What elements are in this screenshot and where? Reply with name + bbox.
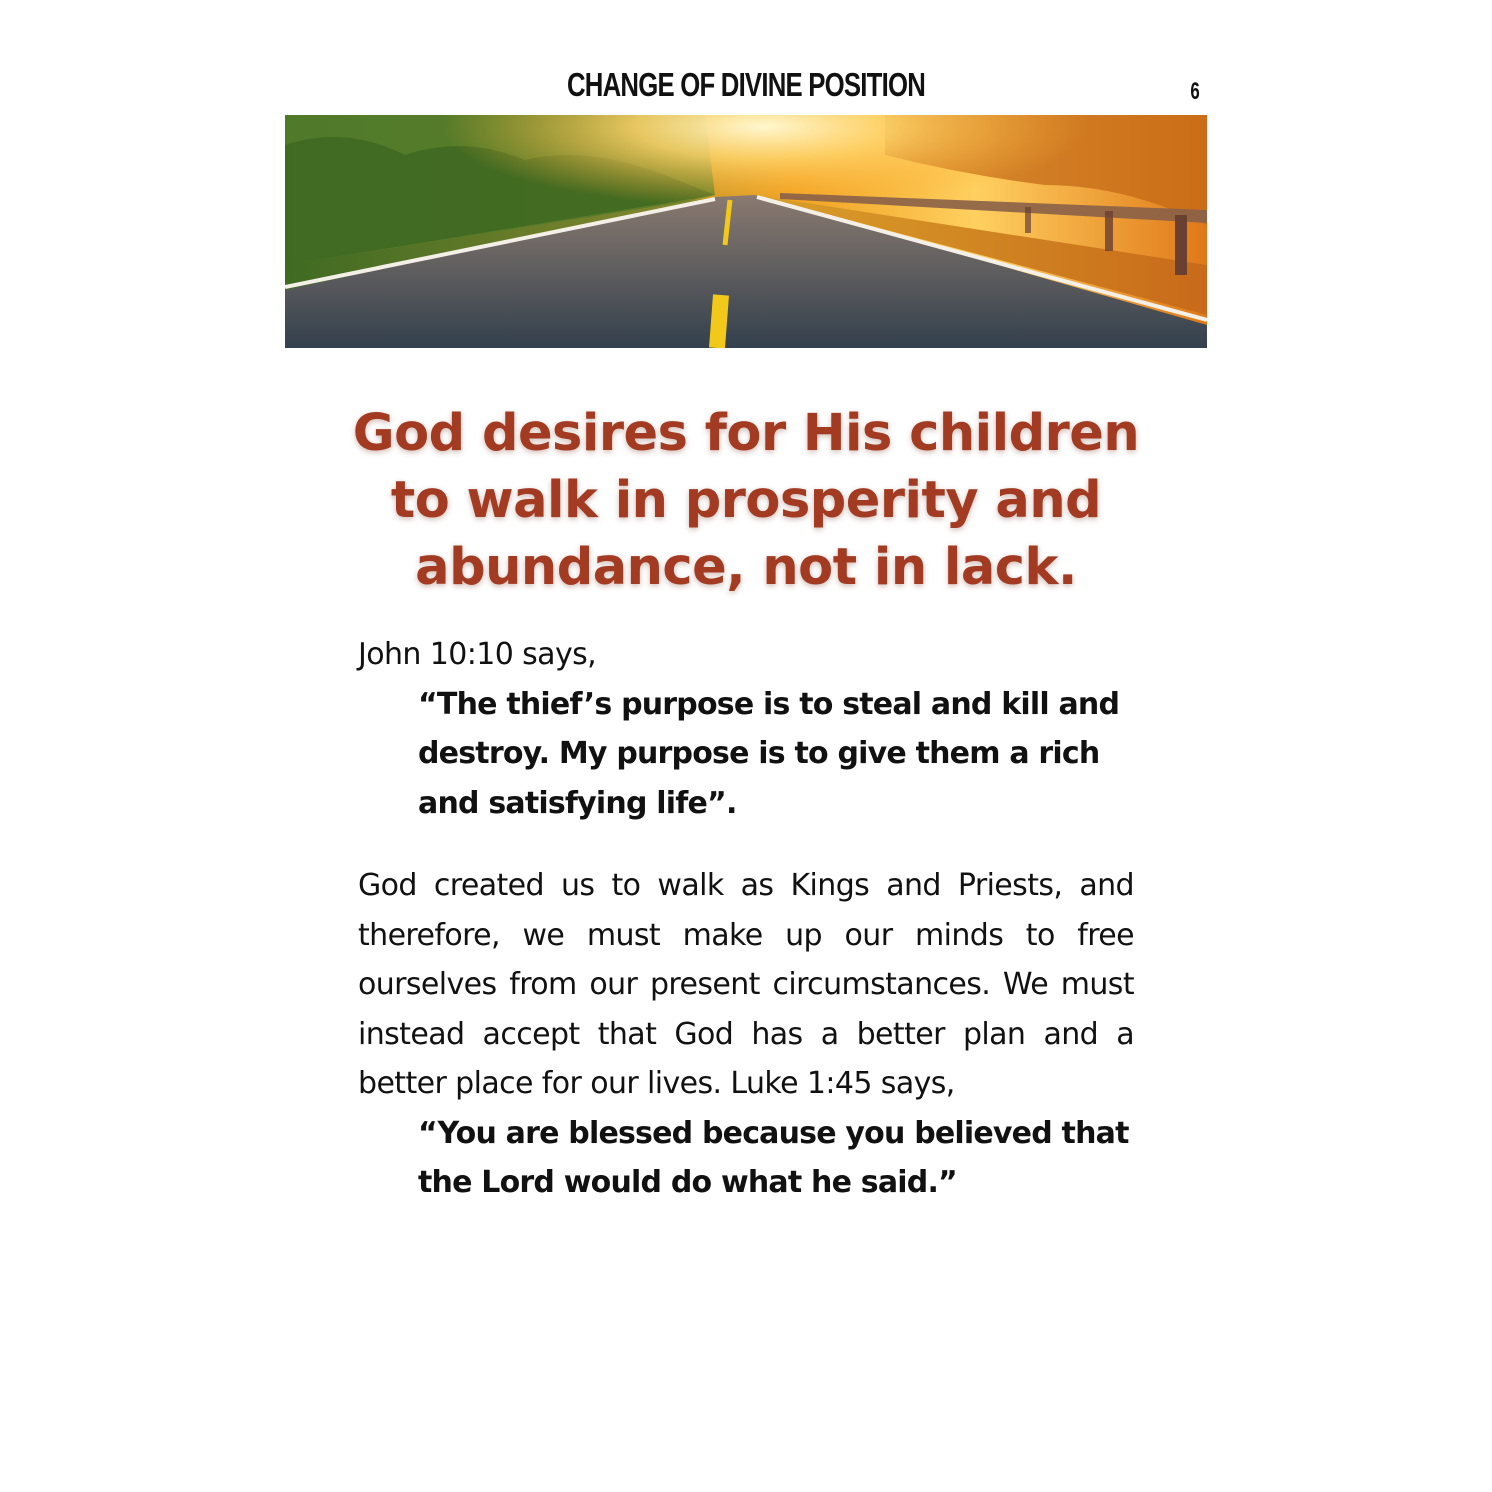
- scripture-quote-john: “The thief’s purpose is to steal and kill and destroy. My purpose is to give them a rich and satisfying life”.: [418, 686, 1120, 821]
- hero-image: [285, 115, 1207, 348]
- page-number: 6: [1190, 78, 1200, 105]
- body-paragraph: God created us to walk as Kings and Priests, and therefore, we must make up our minds to free ourselves from our present circumstances. We must instead accept that God has a better plan and a better place for our lives. Luke 1:45 says,: [358, 868, 1134, 1101]
- scripture-intro-john: John 10:10 says,: [358, 637, 597, 672]
- body-text: [358, 630, 1134, 1208]
- running-title: CHANGE OF DIVINE POSITION: [566, 66, 926, 103]
- headline: God desires for His children to walk in prosperity and abundance, not in lack.: [352, 404, 1140, 597]
- scripture-quote-luke: “You are blessed because you believed that the Lord would do what he said.”: [418, 1115, 1129, 1200]
- road-sunset-photo: [285, 115, 1207, 348]
